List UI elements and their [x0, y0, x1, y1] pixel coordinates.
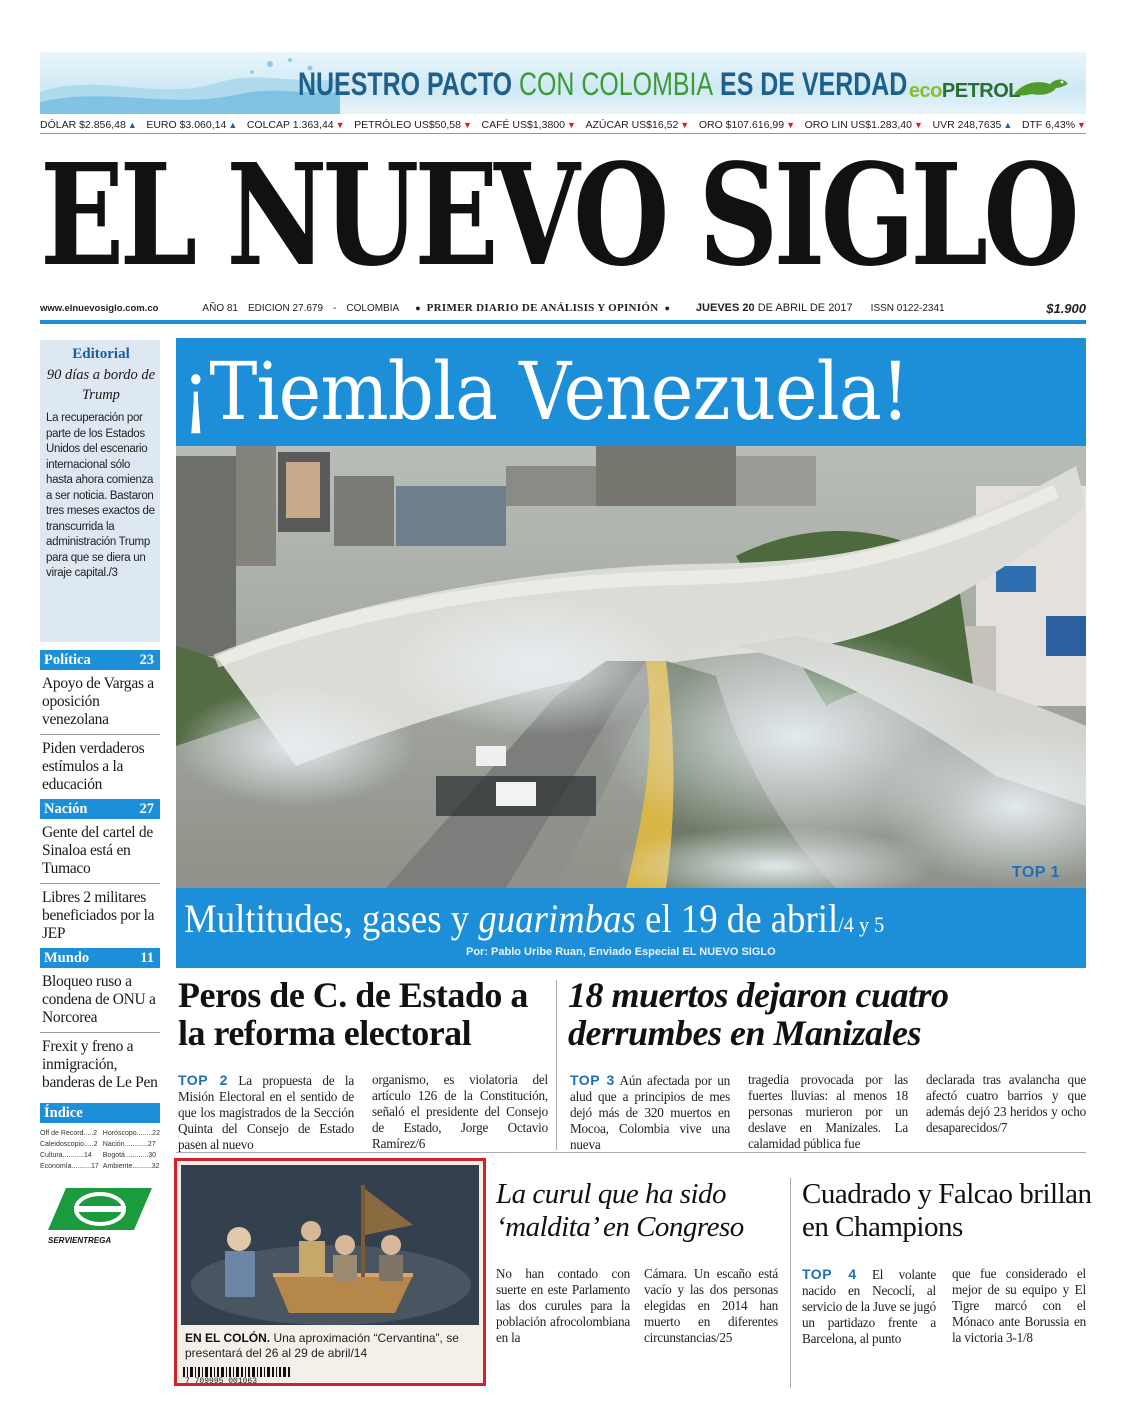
ticker-value: DÓLAR $2.856,48 — [40, 118, 126, 131]
index-section — [40, 1103, 160, 1172]
story-peros-col-2: organismo, es violatoria del artículo 126 de la Constitución, señaló el presidente del Consejo de Estado, Jorge Octavio Ramírez/6 — [372, 1072, 548, 1151]
ticker-value: PETRÓLEO US$50,58 — [354, 118, 461, 131]
editorial-kicker: Editorial — [72, 346, 130, 362]
ticker-item — [40, 116, 137, 133]
edition-year: AÑO 81 — [202, 302, 238, 314]
story-headline-muertos[interactable]: 18 muertos dejaron cuatro derrumbes en Manizales — [568, 975, 949, 1053]
lead-deck-text — [184, 896, 884, 948]
ticker-item — [146, 116, 237, 133]
row-divider — [176, 1152, 1086, 1153]
editorial-headline: 90 días a bordo de Trump — [46, 367, 156, 403]
story-muertos-col-3: declarada tras avalancha que afectó cuatro barrios y que además dejó 23 heridos y ocho desaparecidos/7 — [926, 1072, 1086, 1135]
section-bar[interactable] — [40, 650, 160, 670]
up-arrow-icon: ▲ — [228, 119, 238, 130]
story-peros-text-1: La propuesta de la Misión Electoral en el sentido de que los magistrados de la Sección Quinta del Consejo de Estado pasen al nuevo — [178, 1073, 355, 1152]
section-name: Política — [44, 651, 91, 668]
ticker-item — [1022, 116, 1086, 133]
lead-headline-text: ¡Tiembla Venezuela! — [181, 345, 909, 438]
caption-text: Una aproximación “Cervantina”, se presentará del 26 al 29 de abril/14 — [185, 1331, 459, 1360]
section-page: 11 — [140, 949, 154, 966]
ticker-value: CAFÉ US$1,3800 — [481, 118, 565, 131]
culture-photo-box[interactable] — [174, 1158, 486, 1386]
lead-headline[interactable] — [176, 338, 1086, 446]
photo-caption — [185, 1331, 481, 1361]
up-arrow-icon: ▲ — [127, 119, 137, 130]
down-arrow-icon: ▼ — [462, 119, 472, 130]
theater-photo — [181, 1165, 479, 1325]
story-headline-curul[interactable]: La curul que ha sido ‘maldita’ en Congreso — [496, 1178, 744, 1243]
index-entry[interactable]: Horóscopo........22 — [102, 1130, 160, 1137]
ad-banner[interactable] — [40, 52, 1086, 114]
index-entry[interactable]: Off de Record.....2 — [40, 1130, 98, 1137]
section-mundo — [40, 948, 160, 1097]
story-cuadrado-col-1 — [802, 1266, 936, 1347]
deck-italic: guarimbas — [478, 896, 636, 941]
section-nacion — [40, 799, 160, 948]
ticker-item — [354, 116, 472, 133]
top-3-label: TOP 3 — [570, 1072, 615, 1088]
edition-weekday: JUEVES 20 — [695, 302, 755, 314]
story-headline-peros[interactable]: Peros de C. de Estado a la reforma electoral — [178, 975, 528, 1053]
column-divider — [556, 980, 557, 1150]
section-page: 23 — [139, 651, 154, 668]
edition-issn: ISSN 0122-2341 — [870, 302, 945, 314]
website-link[interactable]: www.elnuevosiglo.com.co — [40, 302, 159, 314]
ticker-item — [699, 116, 795, 133]
section-bar[interactable] — [40, 948, 160, 968]
separator-dash: - — [333, 302, 337, 314]
deck-part-1: Multitudes, gases y — [184, 896, 479, 941]
ticker-item — [586, 116, 690, 133]
story-muertos-text-1: Aún afectada por un alud que a principios de mes dejó más de 320 muertos en Mocoa, Colombia vive una nueva — [570, 1073, 730, 1152]
ticker-value: COLCAP 1.363,44 — [246, 118, 334, 131]
index-list — [40, 1128, 160, 1172]
index-entry[interactable]: Cultura...........14 — [40, 1152, 92, 1159]
story-cuadrado-col-2: que fue considerado el mejor de su equipo y El Tigre marcó con el Mónaco ante Borussia en la victoria 3-1/8 — [952, 1266, 1086, 1345]
ticker-value: EURO $3.060,14 — [146, 118, 227, 131]
bullet-icon: ● — [415, 303, 421, 313]
index-bar[interactable] — [40, 1103, 160, 1123]
ticker-item — [247, 116, 345, 133]
lead-deck[interactable] — [176, 888, 1086, 968]
barcode-number: 7 709995 001063 — [185, 1377, 258, 1386]
left-sidebar — [40, 340, 160, 1245]
story-headline-cuadrado[interactable]: Cuadrado y Falcao brillan en Champions — [802, 1178, 1092, 1243]
down-arrow-icon: ▼ — [566, 119, 576, 130]
index-entry[interactable]: Bogotá............30 — [102, 1152, 157, 1159]
down-arrow-icon: ▼ — [680, 119, 690, 130]
market-ticker — [40, 116, 1086, 134]
ticker-item — [933, 116, 1013, 133]
down-arrow-icon: ▼ — [335, 119, 345, 130]
column-divider — [790, 1178, 791, 1388]
section-politica — [40, 650, 160, 799]
story-cuadrado-text-1: El volante nacido en Necoclí, al servicio de la Juve se jugó un partidazo frente a Barcelona, al punto — [802, 1267, 936, 1346]
ticker-item — [805, 116, 923, 133]
newspaper-masthead[interactable]: EL NUEVO SIGLO — [40, 134, 1075, 298]
ticker-item — [482, 116, 576, 133]
down-arrow-icon: ▼ — [1077, 119, 1086, 130]
ecopetrol-logo — [909, 80, 1020, 103]
ticker-value: ORO LIN US$1.283,40 — [804, 118, 912, 131]
sidebar-story[interactable]: Piden verdaderos estímulos a la educación — [42, 740, 145, 793]
deck-part-2: el 19 de abril — [635, 896, 839, 941]
edition-number: EDICION 27.679 — [248, 302, 324, 314]
sidebar-story[interactable]: Frexit y freno a inmigración, banderas de Le Pen — [42, 1038, 158, 1091]
section-name: Mundo — [44, 949, 90, 966]
up-arrow-icon: ▲ — [1003, 119, 1013, 130]
index-title: Índice — [44, 1104, 83, 1121]
deck-page-ref: /4 y 5 — [838, 912, 885, 937]
lead-byline: Por: Pablo Uribe Ruan, Enviado Especial EL NUEVO SIGLO — [466, 946, 776, 958]
edition-country: COLOMBIA — [346, 302, 400, 314]
story-muertos-col-1 — [570, 1072, 730, 1153]
index-entry[interactable]: Nación............27 — [102, 1141, 156, 1148]
editorial-box[interactable] — [40, 340, 160, 642]
top-4-label: TOP 4 — [802, 1266, 857, 1282]
ticker-value: AZÚCAR US$16,52 — [585, 118, 679, 131]
section-bar[interactable] — [40, 799, 160, 819]
edition-motto: PRIMER DIARIO DE ANÁLISIS Y OPINIÓN — [426, 302, 659, 314]
index-entry[interactable]: Caleidoscopio.....2 — [40, 1141, 98, 1148]
brand-part-2: PETROL — [941, 80, 1020, 102]
slogan-part-1: NUESTRO PACTO — [298, 66, 513, 102]
story-curul-col-2: Cámara. Un escaño está vacío y las dos personas elegidas en 2014 han muerto en diferentes circunstancias/25 — [644, 1266, 778, 1345]
servientrega-logo — [40, 1182, 160, 1236]
theater-photo-graphic — [181, 1165, 479, 1325]
ticker-value: ORO $107.616,99 — [698, 118, 785, 131]
sidebar-story[interactable]: Libres 2 militares beneficiados por la JEP — [42, 889, 155, 942]
header-divider — [40, 320, 1086, 324]
story-muertos-col-2: tragedia provocada por las fuertes lluvias: al menos 18 personas murieron por un deslave en Manizales. La calamidad pública fue — [748, 1072, 908, 1151]
section-name: Nación — [44, 800, 88, 817]
down-arrow-icon: ▼ — [913, 119, 923, 130]
slogan-part-2: CON COLOMBIA — [518, 66, 714, 102]
brand-part-1: eco — [908, 80, 942, 102]
top-2-label: TOP 2 — [178, 1072, 228, 1088]
banner-slogan — [298, 66, 908, 103]
edition-bar — [40, 297, 1086, 319]
down-arrow-icon: ▼ — [786, 119, 795, 130]
water-splash-graphic — [40, 52, 340, 114]
editorial-body: La recuperación por parte de los Estados Unidos del escenario internacional sólo hasta ahora comienza a ser noticia. Bastaron tres meses exactos de transcurrida la administración Trump para que se diera un viraje capital./3 — [46, 412, 155, 579]
ticker-value: DTF 6,43% — [1021, 118, 1076, 131]
index-entry[interactable]: Ambiente..........32 — [102, 1163, 160, 1170]
sidebar-story[interactable]: Bloqueo ruso a condena de ONU a Norcorea — [40, 968, 160, 1033]
sidebar-story[interactable]: Apoyo de Vargas a oposición venezolana — [40, 670, 160, 735]
servientrega-wordmark: SERVIENTREGA — [48, 1236, 112, 1245]
iguana-logo-icon — [1012, 72, 1070, 100]
lead-photo[interactable] — [176, 446, 1086, 888]
caption-lead: EN EL COLÓN. — [185, 1331, 271, 1345]
story-curul-col-1: No han contado con suerte en este Parlamento las dos curules para la población afrocolombiana en la — [496, 1266, 630, 1345]
section-page: 27 — [139, 800, 154, 817]
story-peros-col-1 — [178, 1072, 354, 1153]
index-entry[interactable]: Economía..........17 — [40, 1163, 99, 1170]
edition-date: DE ABRIL DE 2017 — [757, 302, 853, 314]
sidebar-story[interactable]: Gente del cartel de Sinaloa está en Tumaco — [40, 819, 160, 884]
slogan-part-3: ES DE VERDAD — [720, 66, 908, 102]
top-1-label: TOP 1 — [1011, 864, 1060, 881]
servientrega-logo-icon — [40, 1182, 160, 1236]
protest-crowd-photo — [176, 446, 1086, 888]
ticker-value: UVR 248,7635 — [932, 118, 1002, 131]
bullet-icon: ● — [664, 303, 670, 313]
edition-price: $1.900 — [1046, 300, 1086, 316]
